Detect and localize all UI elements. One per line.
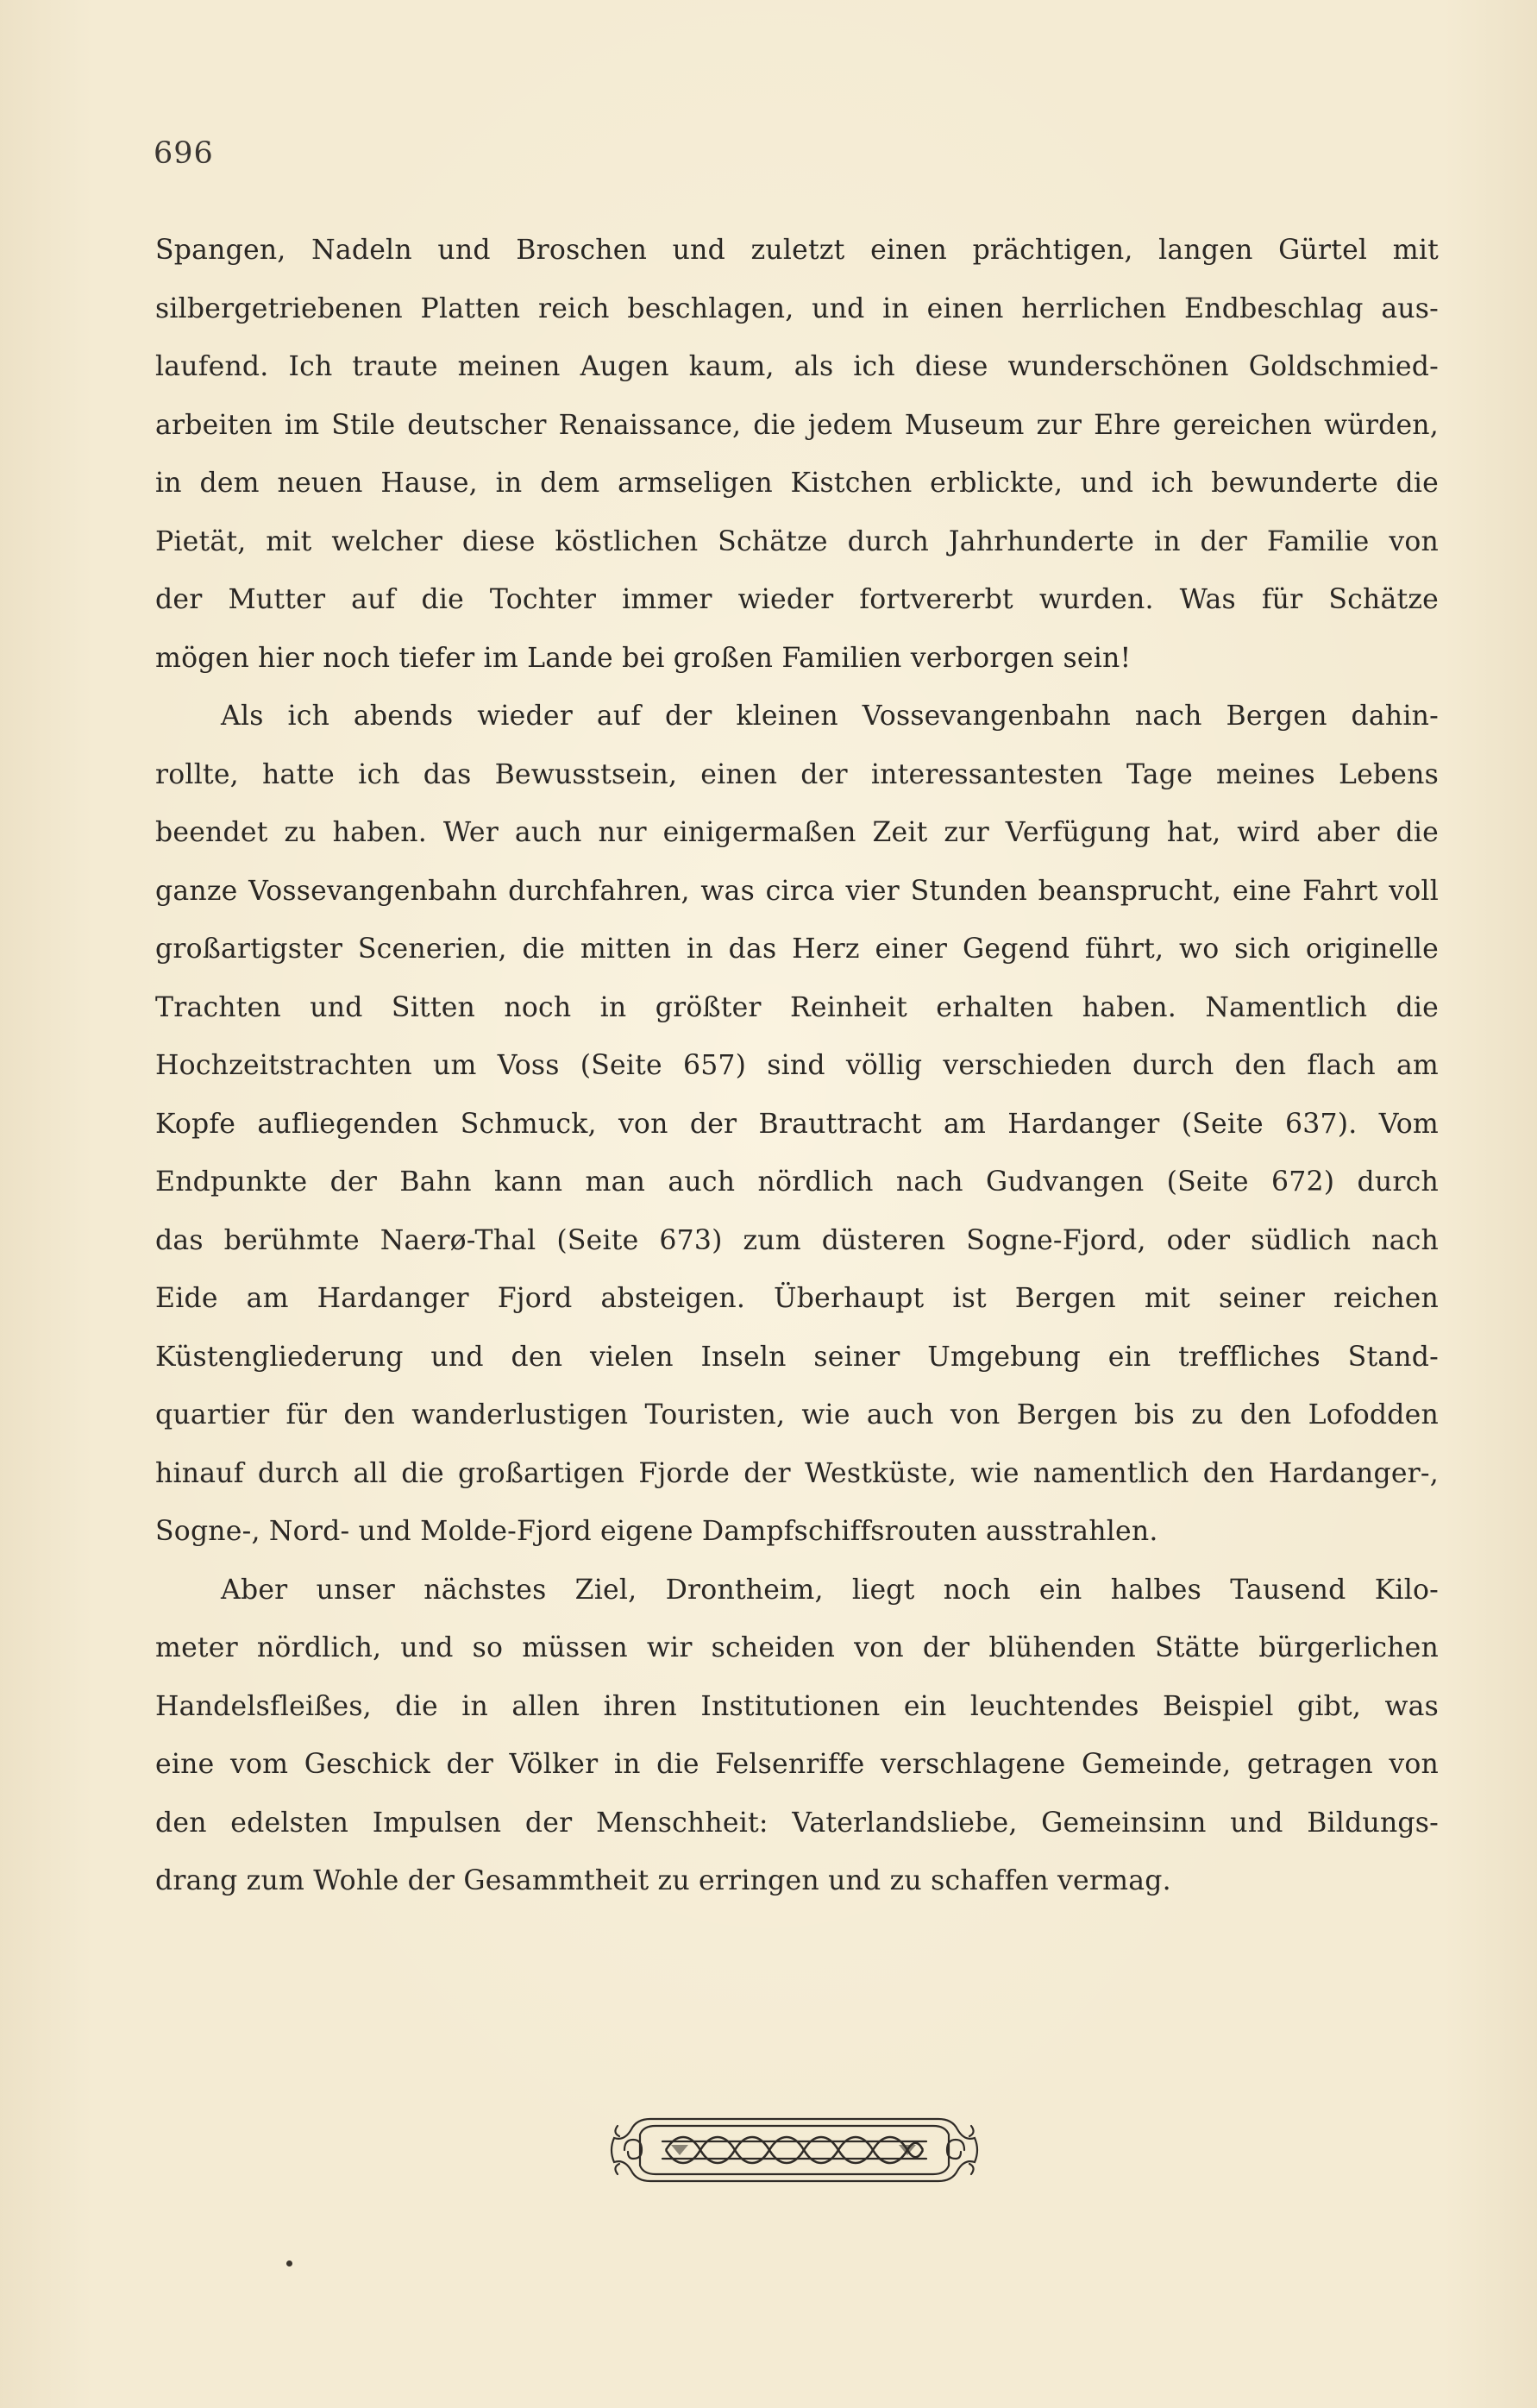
text-line: in dem neuen Hause, in dem armseligen Kistchen erblickte, und ich bewunderte die [155,468,1439,499]
text-line: rollte, hatte ich das Bewusstsein, einen der interessantesten Tage meines Lebens [155,758,1439,790]
text-line: meter nördlich, und so müssen wir scheiden von der blühenden Stätte bürgerlichen [155,1632,1439,1663]
text-line: Eide am Hardanger Fjord absteigen. Überhaupt ist Bergen mit seiner reichen [155,1283,1439,1314]
text-line: mögen hier noch tiefer im Lande bei großen Familien verborgen sein! [155,642,1132,674]
text-line: Spangen, Nadeln und Broschen und zuletzt einen prächtigen, langen Gürtel mit [155,235,1439,266]
text-line: das berühmte Naerø-Thal (Seite 673) zum düsteren Sogne-Fjord, oder südlich nach [155,1224,1439,1256]
text-line: Endpunkte der Bahn kann man auch nördlich nach Gudvangen (Seite 672) durch [155,1166,1439,1198]
text-line: silbergetriebenen Platten reich beschlagen, und in einen herrlichen Endbeschlag aus- [155,292,1439,324]
text-line: der Mutter auf die Tochter immer wieder fortvererbt wurden. Was für Schätze [155,584,1439,615]
text-line: hinauf durch all die großartigen Fjorde der Westküste, wie namentlich den Hardanger-, [155,1457,1439,1489]
text-line: eine vom Geschick der Völker in die Felsenriffe verschlagene Gemeinde, getragen von [155,1749,1439,1780]
text-line: Sogne-, Nord- und Molde-Fjord eigene Dampfschiffsrouten ausstrahlen. [155,1516,1158,1547]
text-line: den edelsten Impulsen der Menschheit: Vaterlandsliebe, Gemeinsinn und Bildungs- [155,1807,1439,1839]
text-line: beendet zu haben. Wer auch nur einigermaßen Zeit zur Verfügung hat, wird aber die [155,817,1439,848]
text-line: Aber unser nächstes Ziel, Drontheim, liegt noch ein halbes Tausend Kilo- [221,1574,1439,1606]
text-line: Hochzeitstrachten um Voss (Seite 657) sind völlig verschieden durch den flach am [155,1050,1439,1081]
text-line: laufend. Ich traute meinen Augen kaum, als ich diese wunderschönen Goldschmied- [155,351,1439,382]
text-line: großartigster Scenerien, die mitten in das Herz einer Gegend führt, wo sich originelle [155,934,1439,965]
text-line: Trachten und Sitten noch in größter Reinheit erhalten haben. Namentlich die [155,991,1439,1023]
text-line: quartier für den wanderlustigen Touristen, wie auch von Bergen bis zu den Lofodden [155,1399,1439,1430]
body-text [155,222,1439,1911]
knotwork-border-ornament-icon [609,2107,980,2193]
text-line: Pietät, mit welcher diese köstlichen Schätze durch Jahrhunderte in der Familie von [155,525,1439,557]
text-line: Handelsfleißes, die in allen ihren Institutionen ein leuchtendes Beispiel gibt, was [155,1690,1439,1722]
text-line: Küstengliederung und den vielen Inseln seiner Umgebung ein treffliches Stand- [155,1341,1439,1373]
text-line: arbeiten im Stile deutscher Renaissance, die jedem Museum zur Ehre gereichen würden, [155,409,1439,441]
text-line: Als ich abends wieder auf der kleinen Vossevangenbahn nach Bergen dahin- [221,701,1439,732]
ink-speck [286,2260,292,2267]
text-line: drang zum Wohle der Gesammtheit zu erringen und zu schaffen vermag. [155,1865,1171,1896]
text-line: Kopfe aufliegenden Schmuck, von der Brauttracht am Hardanger (Seite 637). Vom [155,1108,1439,1140]
page-number: 696 [154,136,214,171]
text-line: ganze Vossevangenbahn durchfahren, was circa vier Stunden beansprucht, eine Fahrt voll [155,875,1439,907]
